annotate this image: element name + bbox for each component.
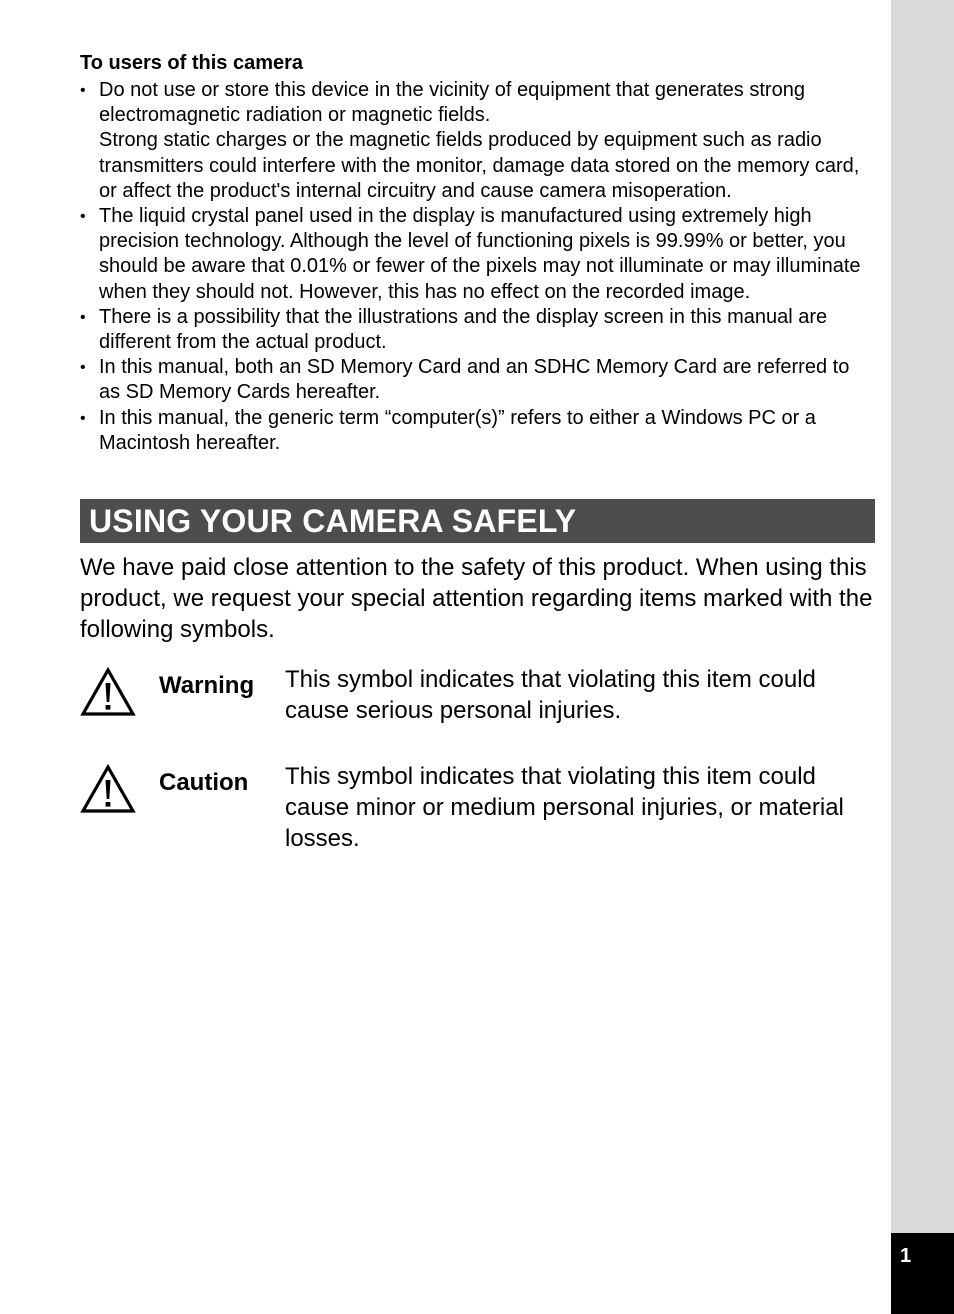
list-item-text: Strong static charges or the magnetic fields produced by equipment such as radio transmitters could interfere with the monitor, damage data stored on the memory card, or affect the product's internal circuitry and cause camera misoperation. <box>99 129 860 202</box>
warning-triangle-icon <box>80 764 136 814</box>
list-item: • In this manual, the generic term “computer(s)” refers to either a Windows PC or a Macintosh hereafter. <box>80 406 875 456</box>
list-item: • The liquid crystal panel used in the display is manufactured using extremely high precision technology. Although the level of functioning pixels is 99.99% or better, you should be aware that 0.01% or fewer of the pixels may not illuminate or may illuminate when they should not. However, this has no effect on the recorded image. <box>80 204 875 305</box>
warning-symbol-row <box>80 664 875 726</box>
users-section-heading: To users of this camera <box>80 52 304 74</box>
warning-label: Warning <box>159 672 255 700</box>
page-content <box>80 50 875 854</box>
warning-description: This symbol indicates that violating this item could cause serious personal injuries. <box>285 666 816 725</box>
warning-triangle-icon <box>80 667 136 717</box>
side-strip <box>891 0 954 1314</box>
users-notes-list <box>80 78 875 456</box>
safety-intro: We have paid close attention to the safety of this product. When using this product, we request your special attention regarding items marked with the following symbols. <box>80 554 873 644</box>
page-number-tab <box>891 1233 954 1314</box>
list-item: • In this manual, both an SD Memory Card and an SDHC Memory Card are referred to as SD Memory Cards hereafter. <box>80 355 875 405</box>
list-item: • There is a possibility that the illustrations and the display screen in this manual are different from the actual product. <box>80 305 875 355</box>
caution-label: Caution <box>159 769 249 797</box>
caution-symbol-row <box>80 761 875 854</box>
list-item <box>80 78 875 204</box>
safety-section-banner: USING YOUR CAMERA SAFELY <box>80 499 875 543</box>
page-number: 1 <box>900 1245 912 1267</box>
caution-description: This symbol indicates that violating this item could cause minor or medium personal injuries, or material losses. <box>285 763 844 853</box>
list-item-text: • Do not use or store this device in the vicinity of equipment that generates strong electromagnetic radiation or magnetic fields. <box>99 79 805 127</box>
